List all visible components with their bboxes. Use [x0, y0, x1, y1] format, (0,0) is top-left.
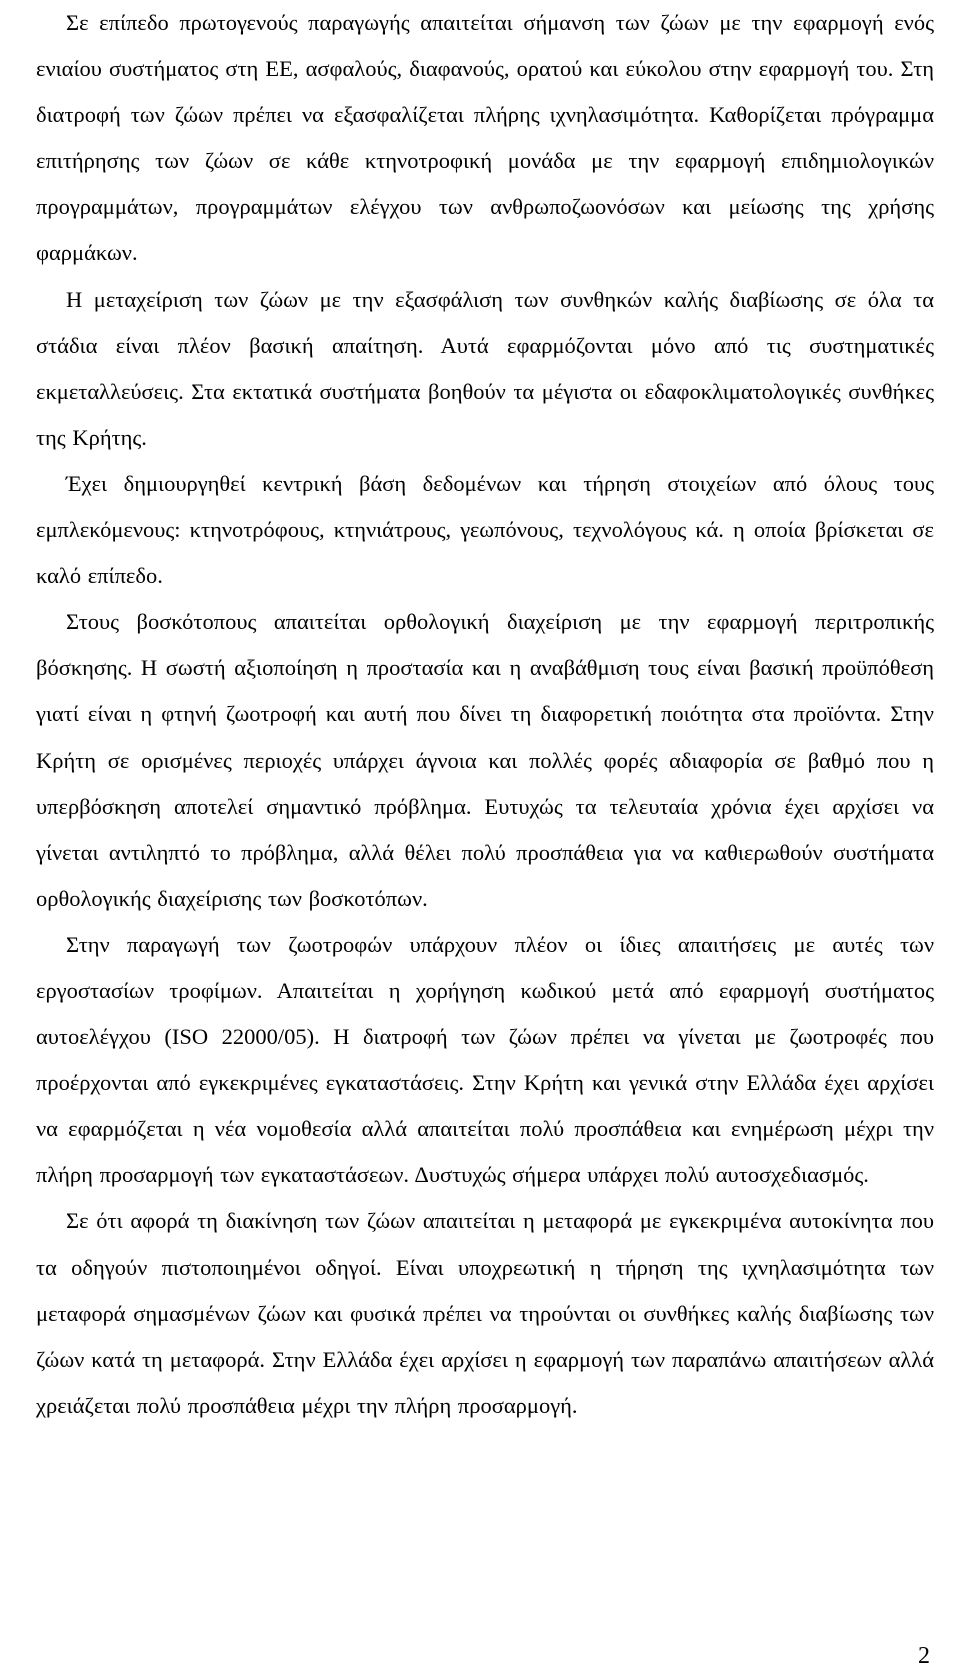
document-body: [36, 0, 934, 1429]
paragraph-primary-production: Σε επίπεδο πρωτογενούς παραγωγής απαιτείται σήμανση των ζώων με την εφαρμογή ενός ενιαίου συστήματος στη ΕΕ, ασφαλούς, διαφανούς, ορατού και εύκολου στην εφαρμογή του. Στη διατροφή των ζώων πρέπει να εξασφαλίζεται πλήρης ιχνηλασιμότητα. Καθορίζεται πρόγραμμα επιτήρησης των ζώων σε κάθε κτηνοτροφική μονάδα με την εφαρμογή επιδημιολογικών προγραμμάτων, προγραμμάτων ελέγχου των ανθρωποζωονόσων και μείωσης της χρήσης φαρμάκων.: [36, 10, 934, 266]
paragraph-pastures: Στους βοσκότοπους απαιτείται ορθολογική διαχείριση με την εφαρμογή περιτροπικής βόσκησης. Η σωστή αξιοποίηση η προστασία και η αναβάθμιση τους είναι βασική προϋπόθεση γιατί είναι η φτηνή ζωοτροφή και αυτή που δίνει τη διαφορετική ποιότητα στα προϊόντα. Στην Κρήτη σε ορισμένες περιοχές υπάρχει άγνοια και πολλές φορές αδιαφορία σε βαθμό που η υπερβόσκηση αποτελεί σημαντικό πρόβλημα. Ευτυχώς τα τελευταία χρόνια έχει αρχίσει να γίνεται αντιληπτό το πρόβλημα, αλλά θέλει πολύ προσπάθεια για να καθιερωθούν συστήματα ορθολογικής διαχείρισης των βοσκοτόπων.: [36, 609, 934, 911]
paragraph-central-database: Έχει δημιουργηθεί κεντρική βάση δεδομένων και τήρηση στοιχείων από όλους τους εμπλεκόμενους: κτηνοτρόφους, κτηνιάτρους, γεωπόνους, τεχνολόγους κά. η οποία βρίσκεται σε καλό επίπεδο.: [36, 470, 934, 589]
paragraph-animal-welfare: Η μεταχείριση των ζώων με την εξασφάλιση των συνθηκών καλής διαβίωσης σε όλα τα στάδια είναι πλέον βασική απαίτηση. Αυτά εφαρμόζονται μόνο από τις συστηματικές εκμεταλλεύσεις. Στα εκτατικά συστήματα βοηθούν τα μέγιστα οι εδαφοκλιματολογικές συνθήκες της Κρήτης.: [36, 286, 934, 450]
paragraph-animal-transport: Σε ότι αφορά τη διακίνηση των ζώων απαιτείται η μεταφορά με εγκεκριμένα αυτοκίνητα που τα οδηγούν πιστοποιημένοι οδηγοί. Είναι υποχρεωτική η τήρηση της ιχνηλασιμότητα των μεταφορά σημασμένων ζώων και φυσικά πρέπει να τηρούνται οι συνθήκες καλής διαβίωσης των ζώων κατά τη μεταφορά. Στην Ελλάδα έχει αρχίσει η εφαρμογή των παραπάνω απαιτήσεων αλλά χρειάζεται πολύ προσπάθεια μέχρι την πλήρη προσαρμογή.: [36, 1208, 934, 1418]
paragraph-feed-production: Στην παραγωγή των ζωοτροφών υπάρχουν πλέον οι ίδιες απαιτήσεις με αυτές των εργοστασίων τροφίμων. Απαιτείται η χορήγηση κωδικού μετά από εφαρμογή συστήματος αυτοελέγχου (ISO 22000/05). Η διατροφή των ζώων πρέπει να γίνεται με ζωοτροφές που προέρχονται από εγκεκριμένες εγκαταστάσεις. Στην Κρήτη και γενικά στην Ελλάδα έχει αρχίσει να εφαρμόζεται η νέα νομοθεσία αλλά απαιτείται πολύ προσπάθεια και ενημέρωση μέχρι την πλήρη προσαρμογή των εγκαταστάσεων. Δυστυχώς σήμερα υπάρχει πολύ αυτοσχεδιασμός.: [36, 931, 934, 1188]
page-number: 2: [918, 1643, 930, 1669]
